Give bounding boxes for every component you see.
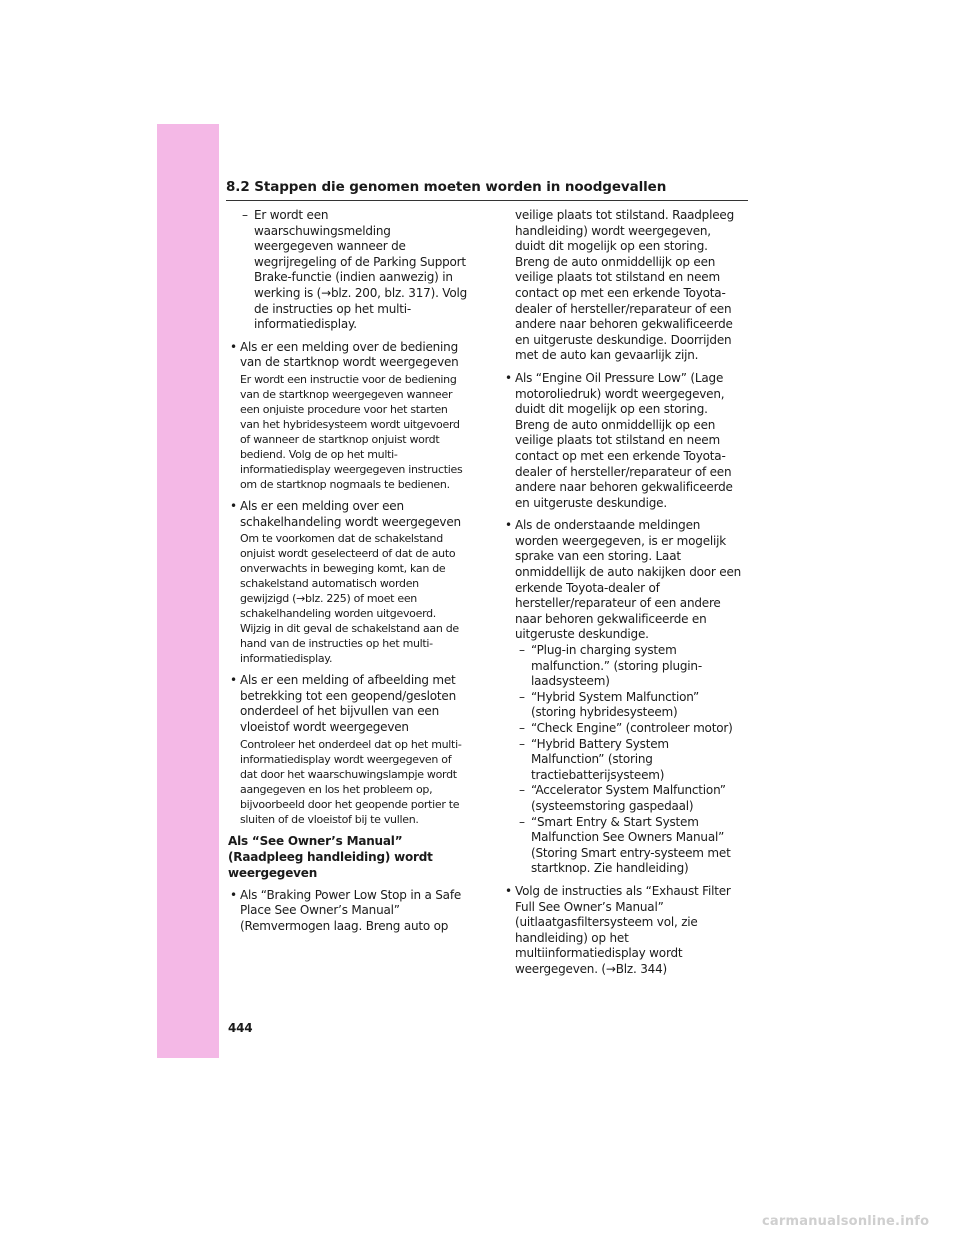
bullet-title: Als er een melding over de bediening van de startknop wordt weergegeven: [240, 339, 459, 370]
right-column: [503, 208, 743, 978]
bullet-braking-power: [228, 888, 468, 935]
bullet-description: Er wordt een instructie voor de bediening van de startknop weergegeven wanneer een onjuiste procedure voor het starten van het hybridesysteem wordt uitgevoerd of wanneer de startknop onjuist wordt bediend. Volg de op het multi-informatiedisplay weergegeven instructies om de startknop nogmaals te bedienen.: [240, 372, 463, 491]
bullet-start-button: [228, 340, 468, 492]
bullet-mark: •: [230, 498, 237, 513]
dash-mark: –: [519, 643, 525, 658]
bullet-mark: •: [505, 370, 512, 385]
bullet-text: Als “Braking Power Low Stop in a Safe Place See Owner’s Manual” (Remvermogen laag. Breng auto op: [240, 887, 462, 933]
continuation-text: veilige plaats tot stilstand. Raadpleeg handleiding) wordt weergegeven, duidt dit mogelijk op een storing. Breng de auto onmiddellijk op een veilige plaats tot stilstand en neem contact op met een erkende Toyota-dealer of hersteller/reparateur of een andere naar behoren gekwalificeerde en uitgeruste deskundige. Doorrijden met de auto kan gevaarlijk zijn.: [515, 208, 735, 363]
intro-dash-item: [228, 208, 468, 333]
list-item: [515, 643, 743, 690]
chapter-side-tab: [157, 124, 219, 1058]
list-item: [515, 721, 743, 737]
dash-mark: –: [519, 783, 525, 798]
list-item: [515, 737, 743, 784]
bullet-oil-pressure: [503, 371, 743, 511]
bullet-title: Als er een melding over een schakelhandeling wordt weergegeven: [240, 498, 461, 529]
page-number: 444: [228, 1021, 253, 1035]
bullet-shift: [228, 499, 468, 666]
bullet-text: Als de onderstaande meldingen worden weergegeven, is er mogelijk sprake van een storing. Laat onmiddellijk de auto nakijken door een erkende Toyota-dealer of hersteller/reparateur of een andere naar behoren gekwalificeerde en uitgeruste deskundige.: [515, 518, 742, 642]
intro-dash-text: Er wordt een waarschuwingsmelding weergegeven wanneer de wegrijregeling of de Parking Support Brake-functie (indien aanwezig) in werking is (→blz. 200, blz. 317). Volg de instructies op het multi-informatiedisplay.: [254, 208, 468, 332]
message-list: [515, 643, 743, 877]
dash-mark: –: [519, 814, 525, 829]
bullet-messages-list: [503, 518, 743, 877]
bullet-open-part: [228, 673, 468, 826]
bullet-text: Volg de instructies als “Exhaust Filter Full See Owner’s Manual” (uitlaatgasfiltersysteem vol, zie handleiding) op het multiinformatiedisplay wordt weergegeven. (→Blz. 344): [515, 883, 731, 976]
dash-mark: –: [242, 208, 248, 222]
dash-mark: –: [519, 721, 525, 735]
bullet-description: Om te voorkomen dat de schakelstand onjuist wordt geselecteerd of dat de auto onverwachts in beweging komt, kan de schakelstand automatisch worden gewijzigd (→blz. 225) of moet een schakelhandeling worden uitgevoerd. Wijzig in dit geval de schakelstand aan de hand van de instructies op het multi-informatiedisplay.: [240, 532, 459, 666]
left-column: [228, 208, 468, 934]
bullet-text: Als “Engine Oil Pressure Low” (Lage motoroliedruk) wordt weergegeven, duidt dit mogelijk op een storing. Breng de auto onmiddellijk op een veilige plaats tot stilstand en neem contact op met een erkende Toyota-dealer of hersteller/reparateur of een andere naar behoren gekwalificeerde en uitgeruste deskundige.: [515, 370, 733, 510]
bullet-mark: •: [505, 518, 512, 533]
list-item-text: “Accelerator System Malfunction” (systeemstoring gaspedaal): [531, 783, 726, 813]
section-title: 8.2 Stappen die genomen moeten worden in noodgevallen: [226, 179, 667, 195]
bullet-mark: •: [230, 339, 237, 354]
bullet-exhaust-filter: [503, 884, 743, 978]
list-item-text: “Hybrid Battery System Malfunction” (storing tractiebatterijsysteem): [531, 736, 669, 782]
list-item: [515, 815, 743, 877]
bullet-mark: •: [230, 673, 237, 688]
list-item-text: “Check Engine” (controleer motor): [531, 721, 733, 735]
list-item-text: “Plug-in charging system malfunction.” (storing plugin-laadsysteem): [531, 643, 702, 689]
bullet-mark: •: [505, 883, 512, 898]
bullet-description: Controleer het onderdeel dat op het multi-informatiedisplay wordt weergegeven of dat door het waarschuwingslampje wordt aangegeven en los het probleem op, bijvoorbeeld door het geopende portier te sluiten of de vloeistof bij te vullen.: [240, 737, 462, 826]
list-item: [515, 783, 743, 814]
bullet-title: Als er een melding of afbeelding met betrekking tot een geopend/gesloten onderdeel of het bijvullen van een vloeistof wordt weergegeven: [240, 673, 457, 734]
bullet-mark: •: [230, 887, 237, 902]
dash-mark: –: [519, 689, 525, 704]
watermark: carmanualsonline.info: [762, 1214, 930, 1229]
dash-mark: –: [519, 736, 525, 751]
section-header: [226, 179, 748, 201]
owners-manual-heading: Als “See Owner’s Manual” (Raadpleeg handleiding) wordt weergegeven: [228, 833, 433, 880]
list-item-text: “Smart Entry & Start System Malfunction See Owners Manual” (Storing Smart entry-systeem met startknop. Zie handleiding): [531, 814, 731, 876]
list-item-text: “Hybrid System Malfunction” (storing hybridesysteem): [531, 689, 700, 720]
list-item: [515, 690, 743, 721]
